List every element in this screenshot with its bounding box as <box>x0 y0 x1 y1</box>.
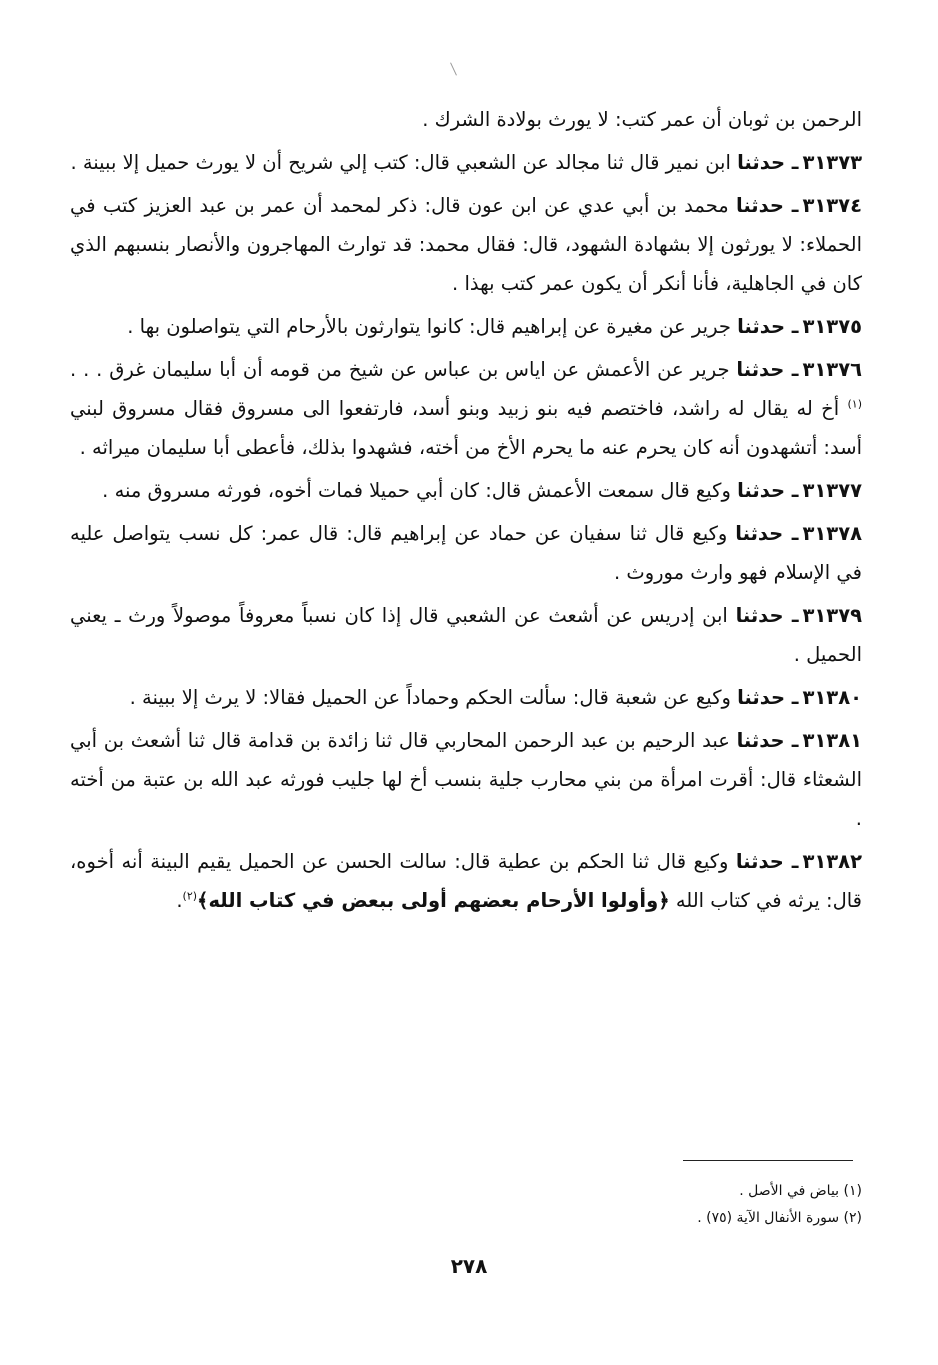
scan-speck <box>450 62 457 75</box>
hadith-text: عبد الرحيم بن عبد الرحمن المحاربي قال ثنا زائدة بن قدامة قال ثنا أشعث بن أبي الشعثاء قال: أقرت امرأة من بني محارب جلية بنسب أخ لها جليب فورثه عبد الله بن عتبة من أخته . <box>70 729 862 830</box>
main-text <box>70 100 862 924</box>
hadith-number: ٣١٣٧٤ <box>802 194 862 217</box>
hadith-number: ٣١٣٨٠ <box>802 686 862 709</box>
hadith-lead: ـ حدثنا <box>735 604 799 627</box>
page-number: ٢٧٨ <box>450 1254 488 1278</box>
hadith-text: وكيع قال ثنا الحكم بن عطية قال: سالت الحسن عن الحميل يقيم البينة أنه أخوه، قال: يرثه في كتاب الله <box>70 850 862 912</box>
hadith-31380 <box>70 678 862 717</box>
hadith-number: ٣١٣٧٨ <box>802 522 862 545</box>
hadith-text: وكيع عن شعبة قال: سألت الحكم وحماداً عن الحميل فقالا: لا يرث إلا ببينة . <box>129 686 738 709</box>
footnote-1: (١) بياض في الأصل . <box>739 1183 862 1199</box>
hadith-text: جرير عن مغيرة عن إبراهيم قال: كانوا يتوارثون بالأرحام التي يتواصلون بها . <box>127 315 738 338</box>
hadith-number: ٣١٣٨١ <box>802 729 862 752</box>
hadith-lead: ـ حدثنا <box>736 729 799 752</box>
hadith-text: وكيع قال ثنا سفيان عن حماد عن إبراهيم قال: قال عمر: كل نسب يتواصل عليه في الإسلام فهو وارث موروث . <box>70 522 862 584</box>
hadith-lead: ـ حدثنا <box>736 358 799 381</box>
footnote-divider <box>683 1160 853 1161</box>
footnotes <box>500 1178 862 1232</box>
hadith-text: ابن نمير قال ثنا مجالد عن الشعبي قال: كتب إلي شريح أن لا يورث حميل إلا ببينة . <box>70 151 738 174</box>
hadith-lead: ـ حدثنا <box>737 686 799 709</box>
quran-quote: ﴿وأولوا الأرحام بعضهم أولى ببعض في كتاب الله﴾ <box>197 889 670 912</box>
hadith-31379 <box>70 596 862 674</box>
hadith-text: ابن إدريس عن أشعث عن الشعبي قال إذا كان نسباً معروفاً موصولاً ورث ـ يعني الحميل . <box>70 604 862 666</box>
hadith-lead: ـ حدثنا <box>735 522 799 545</box>
footnote-ref-1[interactable]: (١) <box>847 397 862 411</box>
hadith-31378 <box>70 514 862 592</box>
footnote-2: (٢) سورة الأنفال الآية (٧٥) . <box>697 1210 862 1226</box>
hadith-31375 <box>70 307 862 346</box>
hadith-lead: ـ حدثنا <box>737 479 799 502</box>
hadith-lead: ـ حدثنا <box>736 194 799 217</box>
hadith-31377 <box>70 471 862 510</box>
hadith-number: ٣١٣٧٥ <box>802 315 862 338</box>
hadith-text-after: أخ له يقال له راشد، فاختصم فيه بنو زبيد وبنو أسد، فارتفعوا الى مسروق فقال مسروق لبني أسد: أتشهدون أنه كان يحرم عنه ما يحرم الأخ من أخته، فشهدوا بذلك، فأعطى أبا سليمان ميراثه . <box>70 397 862 459</box>
hadith-31382 <box>70 842 862 920</box>
hadith-text: جرير عن الأعمش عن اياس بن عباس عن شيخ من قومه أن أبا سليمان غرق . . . <box>70 358 737 381</box>
hadith-31374 <box>70 186 862 303</box>
hadith-number: ٣١٣٧٣ <box>802 151 862 174</box>
hadith-number: ٣١٣٧٧ <box>802 479 862 502</box>
hadith-31373 <box>70 143 862 182</box>
hadith-text-after: . <box>176 889 183 912</box>
hadith-lead: ـ حدثنا <box>737 151 799 174</box>
paragraph-continuation <box>70 100 862 139</box>
hadith-number: ٣١٣٨٢ <box>802 850 862 873</box>
hadith-number: ٣١٣٧٩ <box>802 604 862 627</box>
hadith-31381 <box>70 721 862 838</box>
hadith-lead: ـ حدثنا <box>737 315 799 338</box>
paragraph-text: الرحمن بن ثوبان أن عمر كتب: لا يورث بولادة الشرك . <box>422 108 862 131</box>
footnote-ref-2[interactable]: (٢) <box>182 889 198 903</box>
hadith-text: وكيع قال سمعت الأعمش قال: كان أبي حميلا فمات أخوه، فورثه مسروق منه . <box>102 479 738 502</box>
hadith-number: ٣١٣٧٦ <box>802 358 862 381</box>
hadith-text: محمد بن أبي عدي عن ابن عون قال: ذكر لمحمد أن عمر بن عبد العزيز كتب في الحملاء: لا يورثون إلا بشهادة الشهود، قال: فقال محمد: قد توارث المهاجرون والأنصار بنسبهم الذي كان في الجاهلية، فأنا أنكر أن يكون عمر كتب بهذا . <box>70 194 862 295</box>
hadith-lead: ـ حدثنا <box>735 850 799 873</box>
hadith-31376 <box>70 350 862 467</box>
